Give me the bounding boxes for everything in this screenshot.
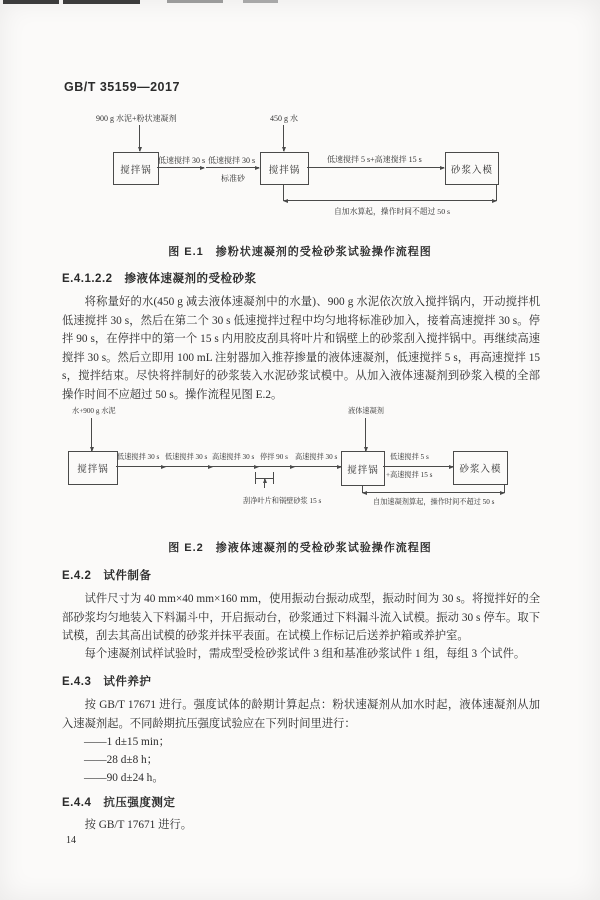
fig2-step1-label: 低速搅拌 30 s [117,453,160,461]
right-arrow [157,167,204,168]
bracket-tick [255,472,256,484]
fig1-step-slow2-label: 低速搅拌 30 s [208,156,256,165]
fig2-step6-line1-label: 低速搅拌 5 s [390,453,429,461]
bracket-tick [504,484,505,493]
bracket-tick [496,184,497,201]
up-arrow [264,479,265,488]
figure-e1-caption: 图 E.1 掺粉状速凝剂的受检砂浆试验操作流程图 [168,246,432,258]
fig1-mixing-pot1-box: 搅拌锅 [113,152,159,185]
fig2-mold-box: 砂浆入模 [453,451,508,485]
fig2-scrape-note: 刮净叶片和锅壁砂浆 15 s [243,497,322,505]
section-number: E.4.2 [62,570,92,582]
right-arrow [383,466,453,467]
right-arrow [294,466,341,467]
fig2-step4-label: 停拌 90 s [260,453,288,461]
fig1-step-final-label: 低速搅拌 5 s+高速搅拌 15 s [327,155,422,164]
section-title: 掺液体速凝剂的受检砂浆 [124,273,257,285]
fig2-step3-label: 高速搅拌 30 s [212,453,255,461]
section-number: E.4.4 [62,797,92,809]
section-heading-e43 [62,673,151,689]
fig2-input-mix-label: 水+900 g 水泥 [72,407,116,415]
page-number: 14 [66,835,76,846]
right-arrow [212,466,258,467]
section-heading-e44 [62,794,175,810]
fig1-step-slow1-label: 低速搅拌 30 s [158,156,206,165]
fig2-step5-label: 高速搅拌 30 s [295,453,338,461]
section-title: 试件养护 [103,676,152,688]
span-arrow [284,200,496,201]
scan-artifact [63,0,140,4]
fig2-input-accelerator-label: 液体速凝剂 [348,407,384,415]
bracket-tick [273,472,274,484]
right-arrow [116,466,165,467]
fig2-step2-label: 低速搅拌 30 s [165,453,208,461]
down-arrow [365,418,366,451]
fig2-step6-line2-label: +高速搅拌 15 s [386,471,433,479]
body-paragraph: 按 GB/T 17671 进行。 [84,819,193,831]
fig2-mixing-pot1-box: 搅拌锅 [68,451,118,485]
section-number: E.4.3 [62,676,92,688]
age-list-item: ——28 d±8 h； [84,754,158,766]
bracket-tick [283,184,284,201]
right-arrow [206,167,259,168]
standard-number: GB/T 35159—2017 [64,80,180,94]
fig1-mixing-pot2-box: 搅拌锅 [260,152,309,185]
scan-artifact [167,0,223,3]
section-title: 试件制备 [103,570,152,582]
body-paragraph: 按 GB/T 17671 进行。强度试体的龄期计算起点：粉状速凝剂从加水时起，液体速凝剂从加入速凝剂起。不同龄期抗压强度试验应在下列时间里进行： [62,699,540,730]
fig1-mold-box: 砂浆入模 [445,152,499,185]
scan-artifact [243,0,278,3]
bracket-tick [362,485,363,493]
scan-artifact [3,0,59,4]
down-arrow [91,418,92,451]
figure-e2-caption: 图 E.2 掺液体速凝剂的受检砂浆试验操作流程图 [168,542,432,554]
fig1-input-water-label: 450 g 水 [270,114,298,123]
down-arrow [139,125,140,151]
body-paragraph: 试件尺寸为 40 mm×40 mm×160 mm，使用振动台振动成型，振动时间为 30 s。将搅拌好的全部砂浆均匀地装入下料漏斗中，开启振动台，砂浆通过下料漏斗流入试模。振动 30 s 停车。取下试模，刮去其高出试模的砂浆并抹平表面。在试模上作标记后送养护箱或养护室。 [62,593,540,643]
right-arrow [307,167,444,168]
right-arrow [258,466,294,467]
age-list-item: ——1 d±15 min； [84,736,170,748]
fig1-time-note: 自加水算起，操作时间不超过 50 s [334,207,451,216]
section-heading-e42 [62,567,151,583]
body-paragraph: 每个速凝剂试样试验时，需成型受检砂浆试件 3 组和基准砂浆试件 1 组，每组 3 个试件。 [84,648,526,660]
span-arrow [363,492,504,493]
section-heading-e4122 [62,270,257,286]
fig1-sand-label: 标准砂 [221,174,245,183]
fig2-mixing-pot2-box: 搅拌锅 [341,451,385,486]
fig1-input-cement-label: 900 g 水泥+粉状速凝剂 [96,114,177,123]
down-arrow [283,125,284,151]
section-number: E.4.1.2.2 [62,273,113,285]
right-arrow [165,466,212,467]
body-paragraph: 将称量好的水(450 g 减去液体速凝剂中的水量)、900 g 水泥依次放入搅拌锅内，开动搅拌机低速搅拌 30 s，然后在第二个 30 s 低速搅拌过程中均匀地将标准砂加入，接着高速搅拌 30 s。停拌 90 s，在停拌中的第一个 15 s 内用胶皮刮具将叶片和锅壁上的砂浆刮入搅拌锅中。再继续高速搅拌 30 s。然后立即用 100 mL 注射器加入推荐掺量的液体速凝剂，低速搅拌 5 s，再高速搅拌 15 s，搅拌结束。尽快将拌制好的砂浆装入水泥砂浆试模中。从加入液体速凝剂到砂浆入模的全部操作时间不应超过 50 s。操作流程见图 E.2。 [62,296,540,401]
section-title: 抗压强度测定 [103,797,176,809]
age-list-item: ——90 d±24 h。 [84,772,164,784]
fig2-time-note: 自加速凝剂算起，操作时间不超过 50 s [373,498,495,506]
bracket-line [255,478,273,479]
